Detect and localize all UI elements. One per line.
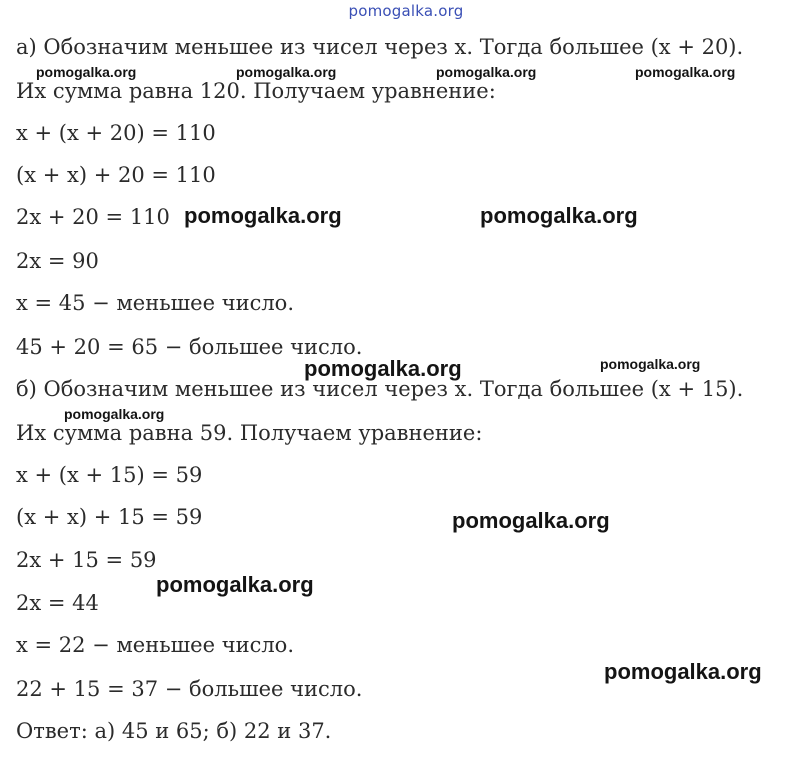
watermark: pomogalka.org xyxy=(480,203,638,228)
part-b-sum-line: Их сумма равна 59. Получаем уравнение: xyxy=(16,421,483,445)
part-a-equation-1: x + (x + 20) = 110 xyxy=(16,121,216,145)
watermark: pomogalka.org xyxy=(436,64,537,80)
header-watermark: pomogalka.org xyxy=(348,2,464,20)
part-a-intro-line: а) Обозначим меньшее из чисел через x. Тогда большее (x + 20). xyxy=(16,35,744,59)
watermark: pomogalka.org xyxy=(604,659,762,684)
part-a-sum-line: Их сумма равна 120. Получаем уравнение: xyxy=(16,79,496,103)
part-b-larger-number: 22 + 15 = 37 − большее число. xyxy=(16,677,363,701)
watermark: pomogalka.org xyxy=(184,203,342,228)
watermark: pomogalka.org xyxy=(635,64,736,80)
watermark: pomogalka.org xyxy=(304,356,462,381)
watermark: pomogalka.org xyxy=(36,64,137,80)
part-a-equation-2: (x + x) + 20 = 110 xyxy=(16,163,216,187)
part-b-equation-2: (x + x) + 15 = 59 xyxy=(16,505,203,529)
part-b-smaller-number: x = 22 − меньшее число. xyxy=(16,633,295,657)
part-a-smaller-number: x = 45 − меньшее число. xyxy=(16,291,295,315)
part-a-larger-number: 45 + 20 = 65 − большее число. xyxy=(16,335,363,359)
watermark: pomogalka.org xyxy=(64,406,165,422)
part-b-equation-3: 2x + 15 = 59 xyxy=(16,548,157,572)
watermark: pomogalka.org xyxy=(156,572,314,597)
watermark: pomogalka.org xyxy=(600,356,701,372)
watermark: pomogalka.org xyxy=(236,64,337,80)
answer-line: Ответ: а) 45 и 65; б) 22 и 37. xyxy=(16,719,332,743)
part-b-intro-line: б) Обозначим меньшее из чисел через x. Тогда большее (x + 15). xyxy=(16,377,744,401)
part-b-equation-4: 2x = 44 xyxy=(16,591,99,615)
part-b-equation-1: x + (x + 15) = 59 xyxy=(16,463,203,487)
part-a-equation-4: 2x = 90 xyxy=(16,249,99,273)
part-a-equation-3: 2x + 20 = 110 xyxy=(16,205,170,229)
watermark: pomogalka.org xyxy=(452,508,610,533)
